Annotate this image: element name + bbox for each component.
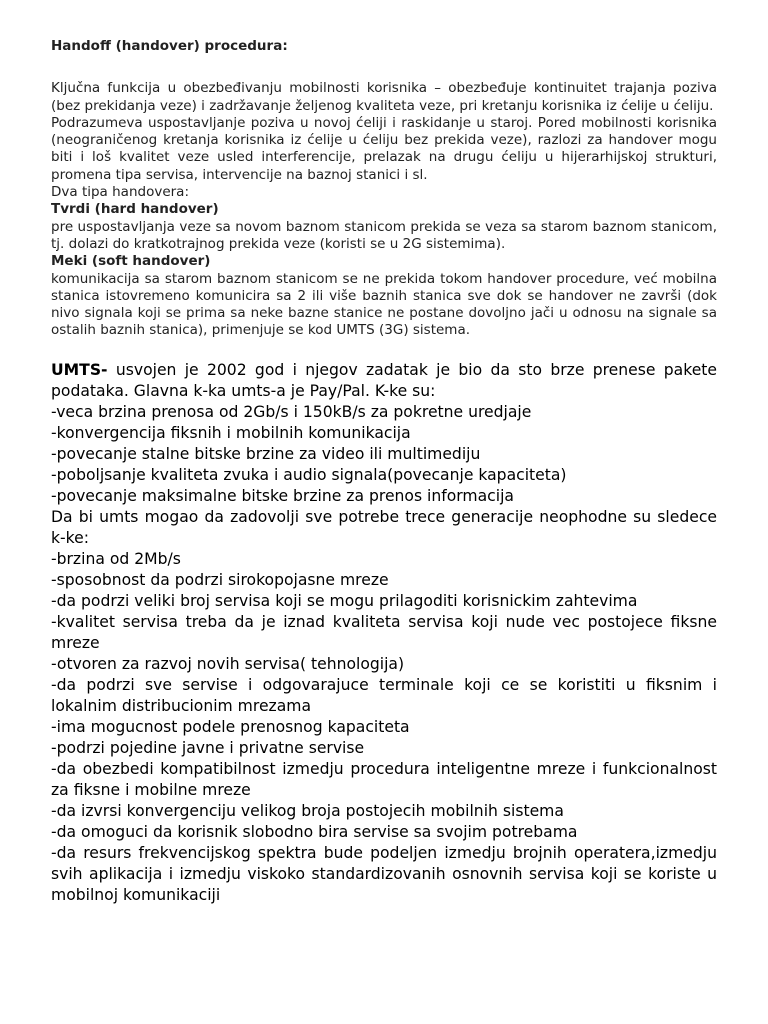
umts-requirement: -kvalitet servisa treba da je iznad kvaliteta servisa koji nude vec postojece fiksne mreze — [51, 612, 717, 652]
handoff-paragraph-2: Podrazumeva uspostavljanje poziva u novoj ćeliji i raskidanje u staroj. Pored mobilnosti korisnika (neograničenog kretanja korisnika iz ćelije u ćeliju bez prekida veze), razlozi za handover mogu biti i loš kvalitet veze usled interferencije, prelazak na drugu ćeliju u hijerarhijskoj strukturi, promena tipa servisa, intervencije na baznoj stanici i sl. — [51, 114, 717, 183]
umts-requirement: -podrzi pojedine javne i privatne servise — [51, 738, 365, 757]
umts-feature: -poboljsanje kvaliteta zvuka i audio signala(povecanje kapaciteta) — [51, 465, 567, 484]
soft-handover-text: komunikacija sa starom baznom stanicom se ne prekida tokom handover procedure, već mobilna stanica istovremeno komunicira sa 2 ili više baznih stanica sve dok se handover ne završi (dok nivo signala koji se prima sa neke bazne stanice ne postane dovoljno jači u odnosu na signale sa ostalih baznih stanica), primenjuje se kod UMTS (3G) sistema. — [51, 270, 717, 339]
handoff-types-intro: Dva tipa handovera: — [51, 184, 190, 201]
umts-requirement: -otvoren za razvoj novih servisa( tehnologija) — [51, 654, 405, 673]
umts-feature: -povecanje maksimalne bitske brzine za prenos informacija — [51, 486, 514, 505]
umts-lead: UMTS- — [51, 360, 108, 379]
document-page — [51, 38, 717, 906]
umts-requirement: -da resurs frekvencijskog spektra bude podeljen izmedju brojnih operatera,izmedju svih aplikacija i izmedju viskoko standardizovanih osnovnih servisa koji se koriste u mobilnoj komunikaciji — [51, 843, 717, 904]
umts-requirement: -brzina od 2Mb/s — [51, 549, 181, 568]
umts-requirement: -da omoguci da korisnik slobodno bira servise sa svojim potrebama — [51, 822, 578, 841]
umts-requirement: -da podrzi veliki broj servisa koji se mogu prilagoditi korisnickim zahtevima — [51, 591, 638, 610]
umts-feature: -konvergencija fiksnih i mobilnih komunikacija — [51, 423, 411, 442]
soft-handover-title: Meki (soft handover) — [51, 253, 211, 270]
umts-requirement: -da obezbedi kompatibilnost izmedju procedura inteligentne mreze i funkcionalnost za fiksne i mobilne mreze — [51, 759, 717, 799]
umts-requirement: -ima mogucnost podele prenosnog kapaciteta — [51, 717, 410, 736]
umts-intro-text: usvojen je 2002 god i njegov zadatak je bio da sto brze prenese pakete podataka. Glavna k-ka umts-a je Pay/Pal. K-ke su: — [51, 360, 717, 400]
umts-requirements-intro: Da bi umts mogao da zadovolji sve potrebe trece generacije neophodne su sledece k-ke: — [51, 507, 717, 547]
handoff-section — [51, 38, 717, 340]
umts-section — [51, 360, 717, 906]
hard-handover-text: pre uspostavljanja veze sa novom baznom stanicom prekida se veza sa starom baznom stanicom, tj. dolazi do kratkotrajnog prekida veze (koristi se u 2G sistemima). — [51, 218, 717, 252]
umts-requirement: -da izvrsi konvergenciju velikog broja postojecih mobilnih sistema — [51, 801, 564, 820]
handoff-paragraph-1: Ključna funkcija u obezbeđivanju mobilnosti korisnika – obezbeđuje kontinuitet trajanja poziva (bez prekidanja veze) i zadržavanje željenog kvaliteta veze, pri kretanju korisnika iz ćelije u ćeliju. — [51, 80, 717, 114]
handoff-title: Handoff (handover) procedura: — [51, 38, 288, 54]
umts-feature: -veca brzina prenosa od 2Gb/s i 150kB/s za pokretne uredjaje — [51, 402, 532, 421]
umts-requirement: -sposobnost da podrzi sirokopojasne mreze — [51, 570, 389, 589]
umts-feature: -povecanje stalne bitske brzine za video ili multimediju — [51, 444, 481, 463]
umts-requirement: -da podrzi sve servise i odgovarajuce terminale koji ce se koristiti u fiksnim i lokalnim distribucionim mrezama — [51, 675, 717, 715]
umts-intro — [51, 360, 717, 402]
hard-handover-title: Tvrdi (hard handover) — [51, 201, 219, 218]
